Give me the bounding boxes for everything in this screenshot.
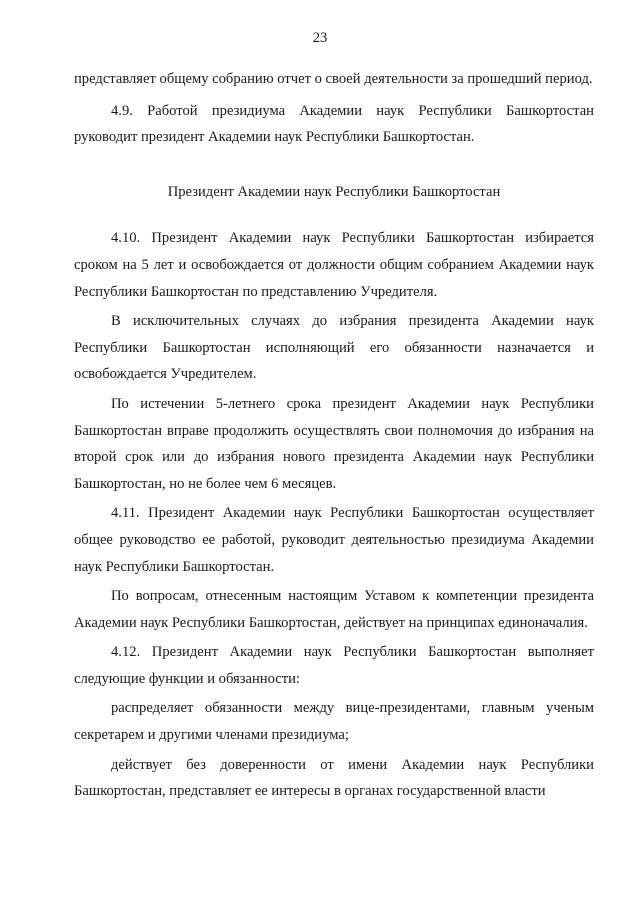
paragraph-4-12: 4.12. Президент Академии наук Республики Башкортостан выполняет следующие функции и обязанности: [74, 644, 594, 687]
paragraph-representation: действует без доверенности от имени Академии наук Республики Башкортостан, представляет ее интересы в органах государственной власти [74, 756, 594, 800]
page-number: 23 [312, 30, 328, 46]
paragraph-continuation: представляет общему собранию отчет о своей деятельности за прошедший период. [74, 71, 593, 87]
paragraph-4-9: 4.9. Работой президиума Академии наук Республики Башкортостан руководит президент Академии наук Республики Башкортостан. [74, 102, 594, 146]
paragraph-sole-authority: По вопросам, отнесенным настоящим Уставом к компетенции президента Академии наук Республики Башкортостан, действует на принципах единоначалия. [74, 588, 594, 631]
paragraph-exceptional-cases: В исключительных случаях до избрания президента Академии наук Республики Башкортостан исполняющий его обязанности назначается и освобождается Учредителем. [74, 313, 594, 383]
document-body [74, 66, 594, 805]
paragraph-4-11: 4.11. Президент Академии наук Республики Башкортостан осуществляет общее руководство ее работой, руководит деятельностью президиума Академии наук Республики Башкортостан. [74, 505, 594, 575]
paragraph-duties-distribution: распределяет обязанности между вице-президентами, главным ученым секретарем и другими членами президиума; [74, 700, 594, 744]
paragraph-4-10: 4.10. Президент Академии наук Республики Башкортостан избирается сроком на 5 лет и освобождается от должности общим собранием Академии наук Республики Башкортостан по представлению Учредителя. [74, 230, 594, 300]
paragraph-term-expiry: По истечении 5-летнего срока президент Академии наук Республики Башкортостан вправе продолжить осуществлять свои полномочия до избрания на второй срок или до избрания нового президента Академии наук Республики Башкортостан, но не более чем 6 месяцев. [74, 395, 594, 492]
section-heading: Президент Академии наук Республики Башкортостан [167, 183, 501, 200]
